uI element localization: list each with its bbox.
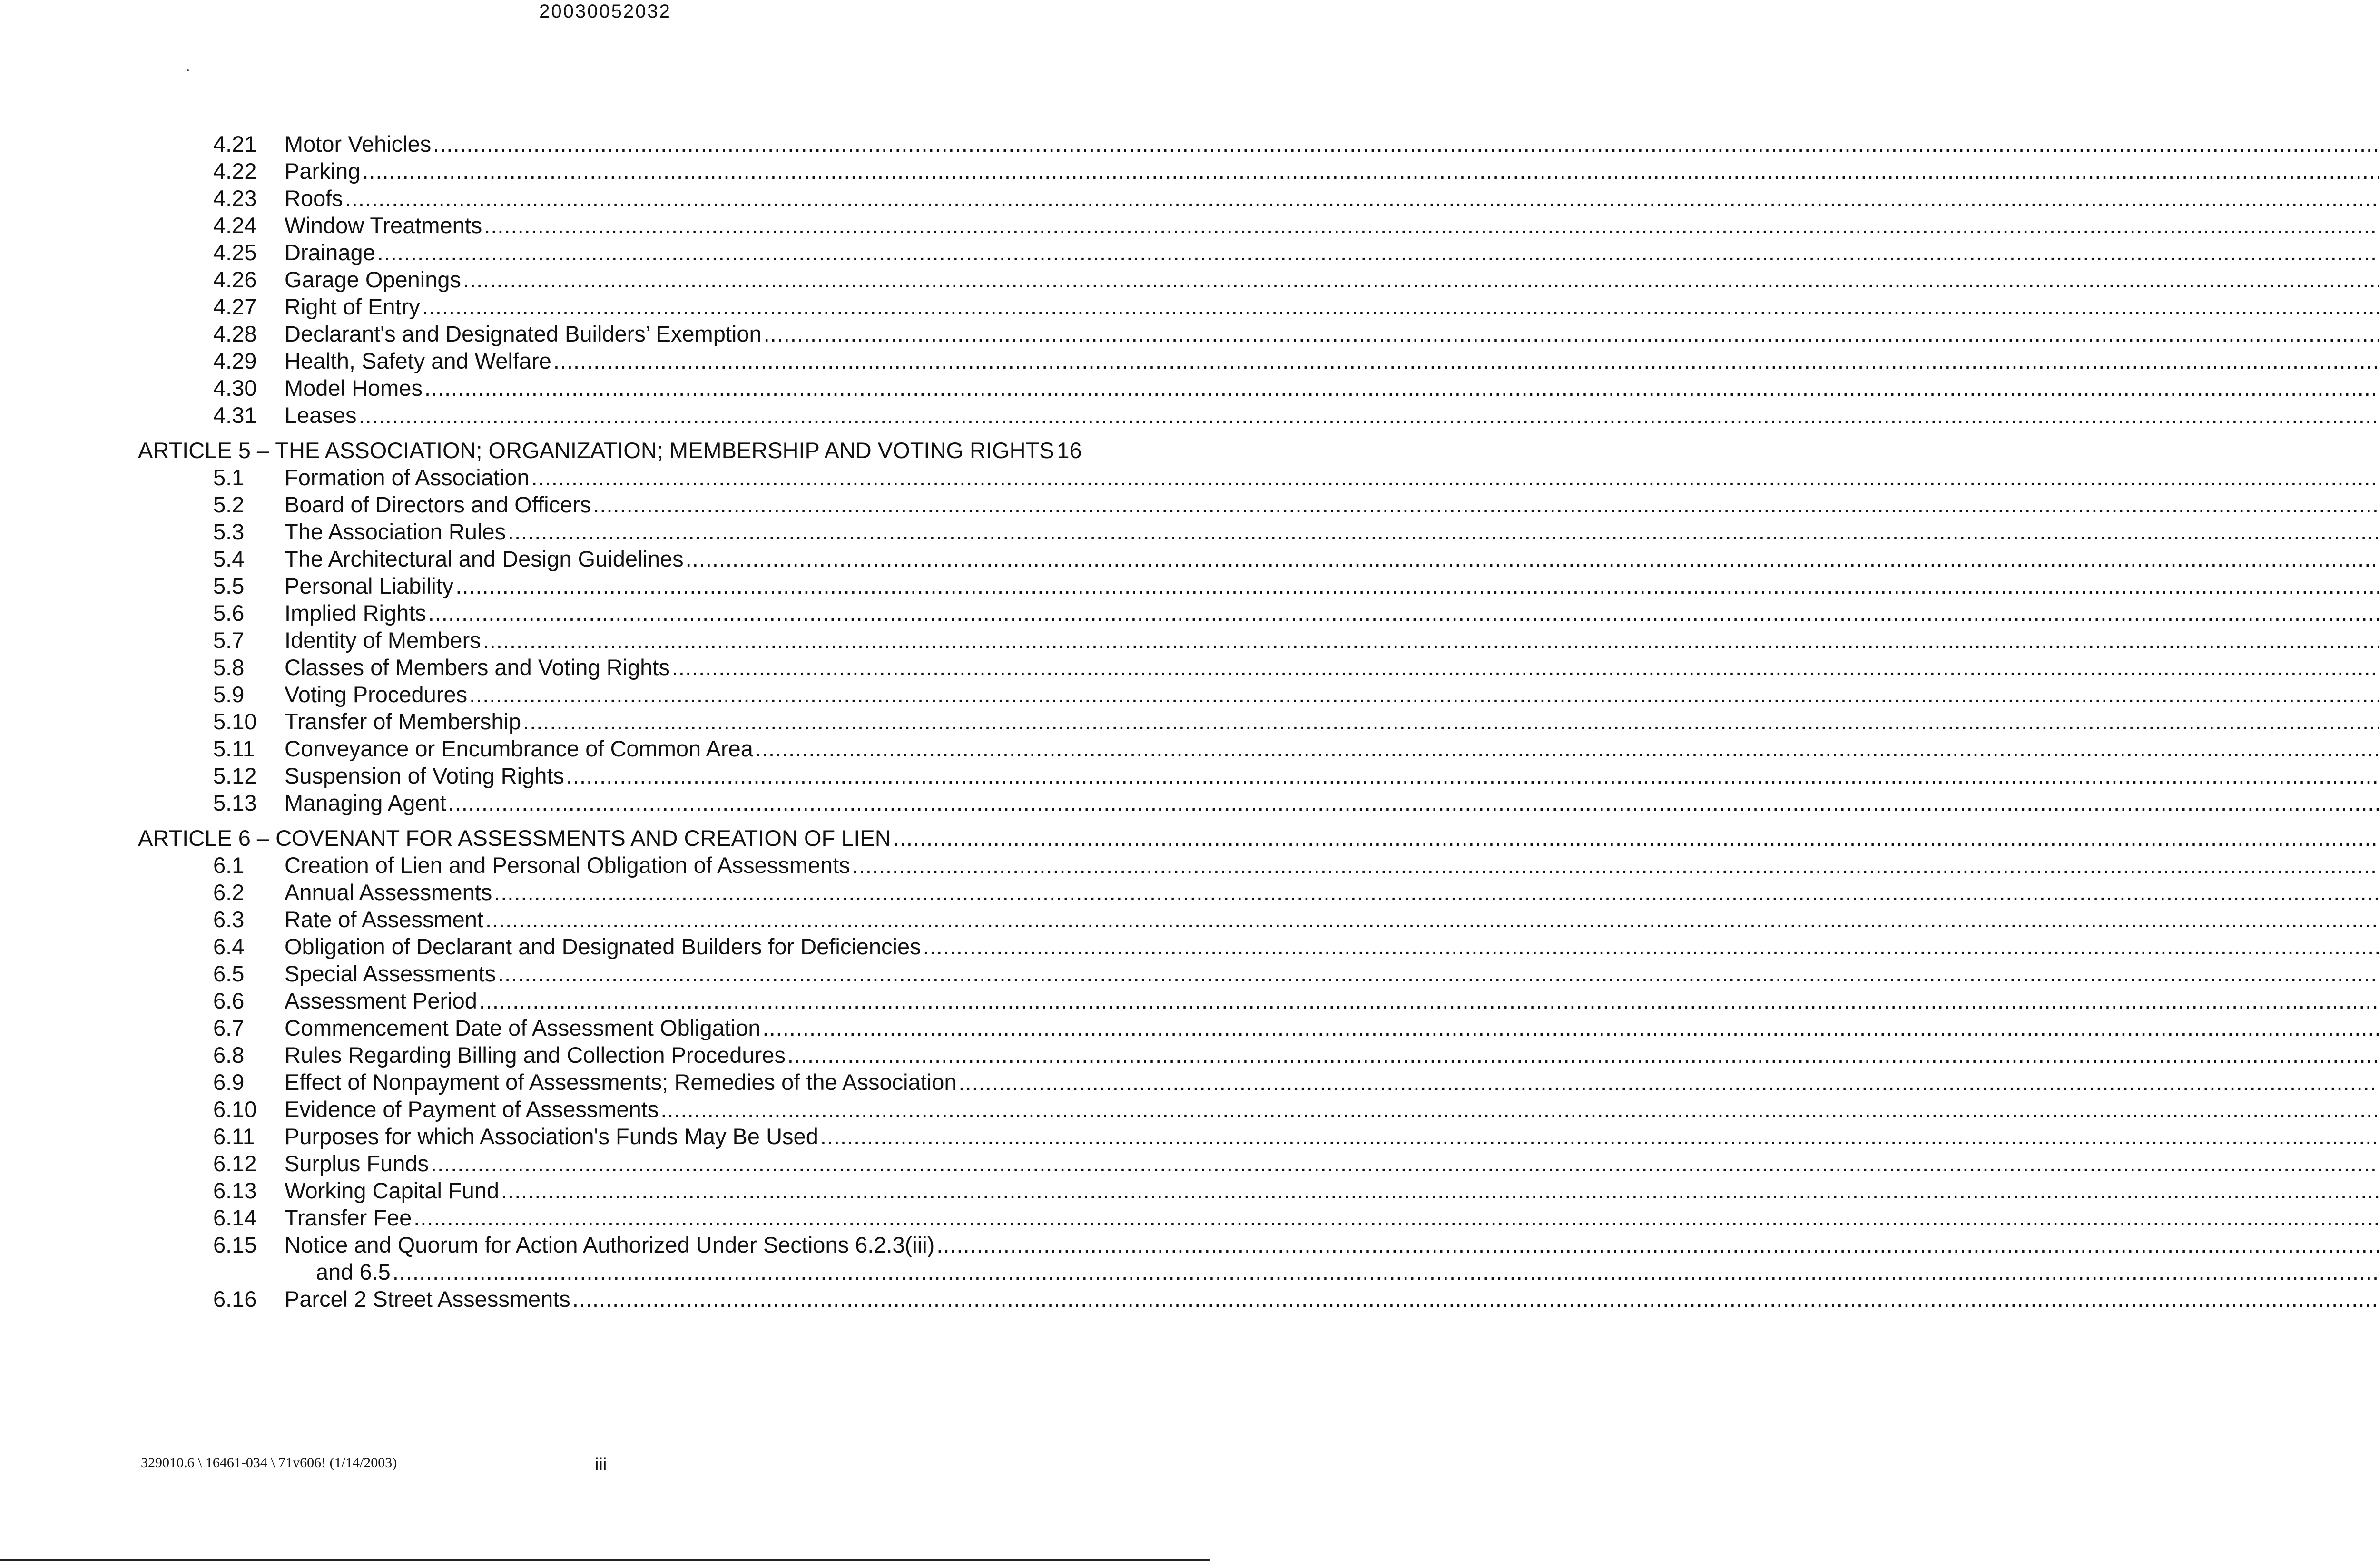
toc-article-heading[interactable] [138,824,1071,852]
dot-leader [936,1231,2379,1258]
toc-entry-title: Creation of Lien and Personal Obligation of Assessments [285,853,850,878]
toc-entry-number: 5.5 [213,573,245,598]
toc-entry[interactable] [138,789,1071,816]
dot-leader [763,1014,2379,1041]
toc-entry[interactable] [138,1231,1071,1258]
toc-entry-title: Evidence of Payment of Assessments [285,1097,659,1122]
toc-entry-title: Garage Openings [285,267,462,292]
dot-leader [923,933,2379,960]
toc-entry-title: Surplus Funds [285,1151,429,1176]
toc-entry-number: 5.10 [213,709,257,734]
dot-leader [531,464,2379,491]
toc-entry-title: Parking [285,158,361,184]
dot-leader [523,708,2379,735]
toc-entry-number: 6.6 [213,988,245,1013]
dot-leader [448,789,2379,816]
toc-entry-number: 4.29 [213,348,257,373]
dot-leader [433,130,2379,157]
toc-entry[interactable] [138,933,1071,960]
toc-entry[interactable] [138,1096,1071,1123]
toc-entry[interactable] [138,402,1071,429]
toc-entry-number: 5.2 [213,492,245,517]
toc-entry-title: Rules Regarding Billing and Collection Procedures [285,1042,786,1068]
dot-leader [428,599,2379,627]
toc-entry-number: 6.8 [213,1042,245,1068]
toc-entry-number: 6.7 [213,1015,245,1040]
toc-entry[interactable] [138,572,1071,599]
toc-entry-number: 6.12 [213,1151,257,1176]
toc-entry[interactable] [138,906,1071,933]
toc-entry[interactable] [138,762,1071,789]
toc-entry-number: 6.16 [213,1286,257,1312]
dot-leader [483,627,2379,654]
toc-entry-number: 4.24 [213,213,257,238]
toc-entry-number: 6.15 [213,1232,257,1257]
toc-entry[interactable] [138,1014,1071,1041]
dot-leader [422,293,2379,320]
dot-leader [893,824,2379,852]
dot-leader [593,491,2379,518]
toc-entry-title: Annual Assessments [285,880,492,905]
toc-entry-title: Working Capital Fund [285,1178,500,1203]
toc-entry-number: 5.6 [213,600,245,626]
dot-leader [484,212,2379,239]
toc-entry[interactable] [138,1285,1071,1313]
toc-entry[interactable] [138,266,1071,293]
dot-leader [469,681,2379,708]
toc-entry[interactable] [138,735,1071,762]
toc-entry[interactable] [138,464,1071,491]
dot-leader [485,906,2379,933]
toc-entry[interactable] [138,320,1071,347]
toc-entry-number: 4.25 [213,240,257,265]
toc-entry-number: 4.27 [213,294,257,319]
toc-entry-title: Effect of Nonpayment of Assessments; Remedies of the Association [285,1069,957,1095]
dot-leader [345,185,2379,212]
toc-entry-title: Classes of Members and Voting Rights [285,655,670,680]
toc-entry[interactable] [138,185,1071,212]
toc-entry-number: 5.9 [213,682,245,707]
dot-leader [660,1096,2379,1123]
footer-page-number: iii [595,1455,607,1475]
dot-leader [455,572,2379,599]
toc-entry-continuation[interactable] [138,1258,1071,1285]
dot-leader [494,879,2379,906]
dot-leader [431,1150,2379,1177]
dot-leader [377,239,2379,266]
dot-leader [958,1068,2379,1096]
toc-entry-number: 6.3 [213,907,245,932]
toc-entry-number: 6.13 [213,1178,257,1203]
toc-entry-title: Commencement Date of Assessment Obligation [285,1015,761,1040]
dot-leader [553,347,2379,374]
toc-entry[interactable] [138,212,1071,239]
toc-entry-title: Model Homes [285,375,423,401]
toc-entry[interactable] [138,491,1071,518]
toc-entry-title: The Architectural and Design Guidelines [285,546,684,571]
toc-entry-number: 6.14 [213,1205,257,1230]
dot-leader [852,852,2379,879]
dot-leader [755,735,2379,762]
toc-entry-title: Motor Vehicles [285,131,432,157]
toc-entry[interactable] [138,681,1071,708]
toc-entry-title: Health, Safety and Welfare [285,348,551,373]
toc-entry-title: Declarant's and Designated Builders’ Exemption [285,321,762,346]
toc-entry-title: Personal Liability [285,573,454,598]
toc-entry[interactable] [138,239,1071,266]
article-6-title: ARTICLE 6 – COVENANT FOR ASSESSMENTS AND CREATION OF LIEN [138,825,891,851]
dot-leader [498,960,2379,987]
toc-entry-number: 5.7 [213,627,245,653]
footer-document-reference: 329010.6 \ 16461-034 \ 71v606! (1/14/2003) [141,1455,397,1470]
toc-entry[interactable] [138,157,1071,185]
toc-entry-number: 5.13 [213,790,257,815]
toc-entry-number: 4.30 [213,375,257,401]
document-number: 20030052032 [539,1,671,22]
toc-entry[interactable] [138,1150,1071,1177]
toc-entry-title: Transfer of Membership [285,709,521,734]
dot-leader [787,1041,2379,1068]
toc-entry-number: 5.1 [213,465,245,490]
toc-entry[interactable] [138,654,1071,681]
toc-entry[interactable] [138,987,1071,1014]
toc-entry-title: Managing Agent [285,790,446,815]
toc-entry-title: Suspension of Voting Rights [285,763,564,788]
dot-leader [566,762,2379,789]
toc-entry[interactable] [138,879,1071,906]
toc-entry[interactable] [138,374,1071,402]
toc-entry[interactable] [138,545,1071,572]
toc-entry-number: 6.11 [213,1124,255,1149]
toc-entry[interactable] [138,708,1071,735]
dot-leader [686,545,2379,572]
toc-entry-number: 6.10 [213,1097,257,1122]
toc-entry-number: 4.21 [213,131,257,157]
table-of-contents [138,130,1082,1313]
dot-leader [362,157,2379,185]
toc-entry[interactable] [138,1177,1071,1204]
toc-entry-number: 6.4 [213,934,245,959]
dot-leader [463,266,2379,293]
toc-entry-title: Special Assessments [285,961,496,986]
toc-entry[interactable] [138,627,1071,654]
toc-entry-number: 4.28 [213,321,257,346]
dot-leader [508,518,2379,545]
toc-entry-title: Roofs [285,186,343,211]
toc-entry[interactable] [138,130,1071,157]
toc-entry-title: The Association Rules [285,519,506,544]
dot-leader [501,1177,2379,1204]
toc-entry-title: Conveyance or Encumbrance of Common Area [285,736,753,761]
toc-entry-title: Purposes for which Association's Funds May Be Used [285,1124,818,1149]
toc-entry-number: 4.26 [213,267,257,292]
dot-leader [479,987,2379,1014]
toc-entry-page: 16 [1057,438,1082,463]
toc-entry-title: Formation of Association [285,465,530,490]
scan-speck [187,69,189,71]
dot-leader [672,654,2379,681]
toc-entry[interactable] [138,599,1071,627]
toc-entry-number: 5.11 [213,736,255,761]
toc-entry-title: Leases [285,402,357,428]
dot-leader [393,1258,2379,1285]
toc-entry-number: 6.1 [213,853,245,878]
toc-entry-title: Assessment Period [285,988,477,1013]
dot-leader [820,1123,2379,1150]
toc-entry-number: 5.4 [213,546,245,571]
toc-entry-number: 6.5 [213,961,245,986]
dot-leader [572,1285,2379,1313]
toc-entry-number: 4.31 [213,402,257,428]
toc-entry-number: 4.23 [213,186,257,211]
toc-entry-title: Board of Directors and Officers [285,492,591,517]
dot-leader [359,402,2379,429]
toc-entry-title: Transfer Fee [285,1205,412,1230]
toc-entry[interactable] [138,518,1071,545]
toc-entry-number: 5.8 [213,655,245,680]
toc-entry[interactable] [138,1123,1071,1150]
toc-entry-title: Parcel 2 Street Assessments [285,1286,570,1312]
toc-entry[interactable] [138,852,1071,879]
toc-article-heading[interactable] [138,437,1082,464]
toc-entry-title: Rate of Assessment [285,907,483,932]
toc-entry[interactable] [138,293,1071,320]
toc-entry-title: Notice and Quorum for Action Authorized Under Sections 6.2.3(iii) [285,1232,935,1257]
toc-entry-title: Identity of Members [285,627,481,653]
dot-leader [413,1204,2379,1231]
toc-entry-number: 6.9 [213,1069,245,1095]
toc-entry-number: 5.12 [213,763,257,788]
toc-entry-title-continued: and 6.5 [316,1259,391,1284]
toc-entry-number: 4.22 [213,158,257,184]
dot-leader [424,374,2379,402]
toc-entry-title: Right of Entry [285,294,420,319]
dot-leader [764,320,2379,347]
bottom-rule [0,1559,1210,1561]
toc-entry-title: Voting Procedures [285,682,468,707]
toc-entry-title: Drainage [285,240,375,265]
toc-entry[interactable] [138,347,1071,374]
toc-entry-title: Obligation of Declarant and Designated Builders for Deficiencies [285,934,921,959]
toc-entry-number: 6.2 [213,880,245,905]
toc-entry-number: 5.3 [213,519,245,544]
article-5-title: ARTICLE 5 – THE ASSOCIATION; ORGANIZATION; MEMBERSHIP AND VOTING RIGHTS [138,438,1054,463]
toc-entry[interactable] [138,1204,1071,1231]
toc-entry-title: Implied Rights [285,600,426,626]
toc-entry-title: Window Treatments [285,213,482,238]
toc-entry[interactable] [138,1068,1071,1096]
toc-entry[interactable] [138,960,1071,987]
toc-entry[interactable] [138,1041,1071,1068]
